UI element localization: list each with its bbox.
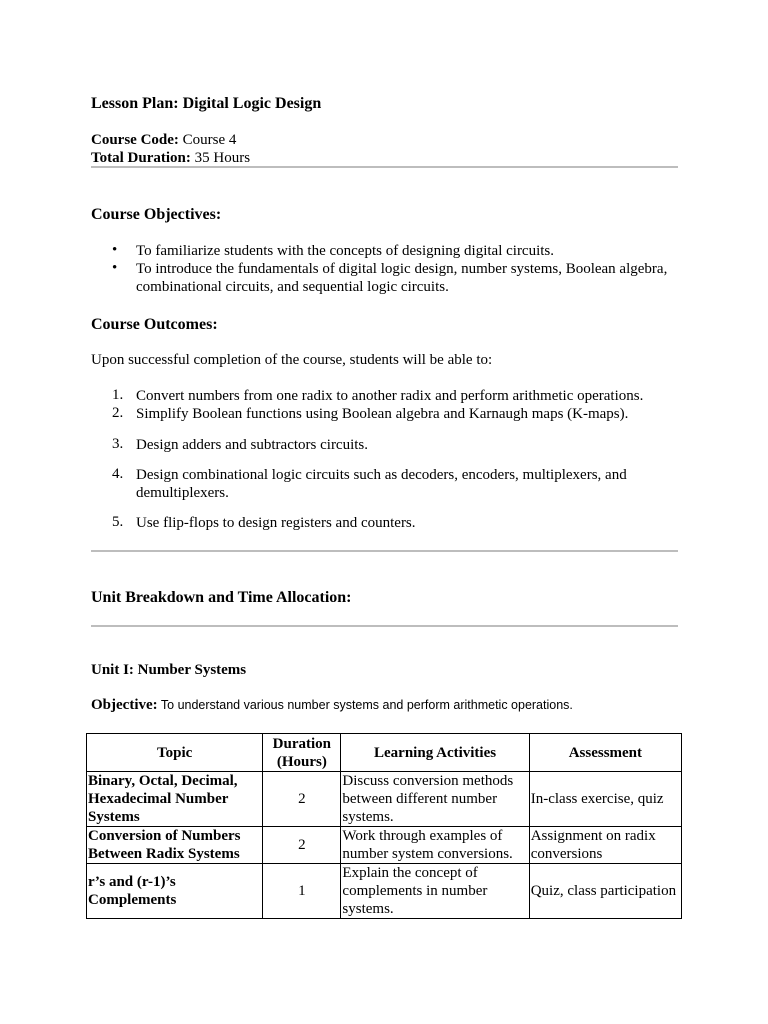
duration-cell: 2 <box>263 827 341 864</box>
outcome-line: Design combinational logic circuits such as decoders, encoders, multiplexers, and <box>136 467 627 483</box>
assessment-cell <box>529 827 681 864</box>
unit-objective-text: To understand various number systems and perform arithmetic operations. <box>157 698 573 712</box>
cell-line: complements in number <box>342 883 488 899</box>
outcome-item <box>136 387 681 405</box>
outcome-line: Design adders and subtractors circuits. <box>136 437 369 453</box>
course-objectives-heading: Course Objectives: <box>91 206 222 223</box>
course-code-line <box>91 131 236 149</box>
objective-line: To introduce the fundamentals of digital logic design, number systems, Boolean algebra, <box>136 261 668 277</box>
cell-line: Assignment on radix <box>530 828 656 844</box>
list-number: 1. <box>112 387 124 403</box>
table-row <box>87 827 682 864</box>
objective-line: combinational circuits, and sequential logic circuits. <box>136 279 449 295</box>
total-duration-value: 35 Hours <box>190 150 251 166</box>
topic-cell <box>87 827 263 864</box>
header-duration <box>263 734 341 772</box>
cell-line: Explain the concept of <box>342 865 478 881</box>
assessment-cell <box>529 864 681 919</box>
topic-cell <box>87 864 263 919</box>
outcome-item <box>136 436 681 454</box>
divider <box>91 550 678 552</box>
table-row <box>87 864 682 919</box>
outcome-line: demultiplexers. <box>136 485 229 501</box>
duration-cell: 1 <box>263 864 341 919</box>
total-duration-line <box>91 149 250 167</box>
cell-line: Complements <box>88 892 177 908</box>
page-title: Lesson Plan: Digital Logic Design <box>91 95 322 112</box>
cell-line: Work through examples of <box>342 828 503 844</box>
outcome-line: Use flip-flops to design registers and counters. <box>136 515 416 531</box>
divider <box>91 625 678 627</box>
course-code-label: Course Code: <box>91 132 179 148</box>
objective-item <box>136 260 681 296</box>
outcome-item <box>136 514 681 532</box>
header-topic: Topic <box>87 734 263 772</box>
header-duration-line: (Hours) <box>276 753 327 770</box>
activities-cell <box>341 864 529 919</box>
assessment-cell <box>529 772 681 827</box>
cell-line: systems. <box>342 809 394 825</box>
header-activities: Learning Activities <box>341 734 529 772</box>
unit-objective <box>91 697 573 714</box>
total-duration-label: Total Duration: <box>91 150 191 166</box>
cell-line: Conversion of Numbers <box>88 828 241 844</box>
cell-line: Hexadecimal Number <box>88 791 229 807</box>
outcomes-intro: Upon successful completion of the course, students will be able to: <box>91 352 493 368</box>
cell-line: Discuss conversion methods <box>342 773 514 789</box>
cell-line: number system conversions. <box>342 846 513 862</box>
header-assessment: Assessment <box>529 734 681 772</box>
cell-line: Systems <box>88 809 140 825</box>
duration-cell: 2 <box>263 772 341 827</box>
list-number: 3. <box>112 436 124 452</box>
list-number: 2. <box>112 405 124 421</box>
cell-line: conversions <box>530 846 603 862</box>
table-header-row <box>87 734 682 772</box>
unit-title: Unit I: Number Systems <box>91 662 247 678</box>
unit-objective-label: Objective: <box>91 697 158 713</box>
outcome-item <box>136 405 681 423</box>
outcome-item <box>136 466 681 502</box>
topic-cell <box>87 772 263 827</box>
bullet-marker: • <box>112 260 118 276</box>
objective-item <box>136 242 681 260</box>
unit-table <box>86 733 682 919</box>
cell-line: In-class exercise, quiz <box>530 791 664 807</box>
table-row <box>87 772 682 827</box>
cell-line: Between Radix Systems <box>88 846 240 862</box>
outcome-line: Simplify Boolean functions using Boolean algebra and Karnaugh maps (K-maps). <box>136 406 629 422</box>
unit-breakdown-heading: Unit Breakdown and Time Allocation: <box>91 589 352 606</box>
activities-cell <box>341 772 529 827</box>
cell-line: systems. <box>342 901 394 917</box>
cell-line: Quiz, class participation <box>530 883 677 899</box>
outcome-line: Convert numbers from one radix to another radix and perform arithmetic operations. <box>136 388 644 404</box>
course-outcomes-heading: Course Outcomes: <box>91 316 218 333</box>
list-number: 4. <box>112 466 124 482</box>
cell-line: r’s and (r-1)’s <box>88 874 176 890</box>
list-number: 5. <box>112 514 124 530</box>
objective-line: To familiarize students with the concepts of designing digital circuits. <box>136 243 555 259</box>
activities-cell <box>341 827 529 864</box>
course-code-value: Course 4 <box>178 132 237 148</box>
bullet-marker: • <box>112 242 118 258</box>
cell-line: Binary, Octal, Decimal, <box>88 773 238 789</box>
header-duration-line: Duration <box>272 735 332 752</box>
cell-line: between different number <box>342 791 498 807</box>
divider <box>91 166 678 168</box>
